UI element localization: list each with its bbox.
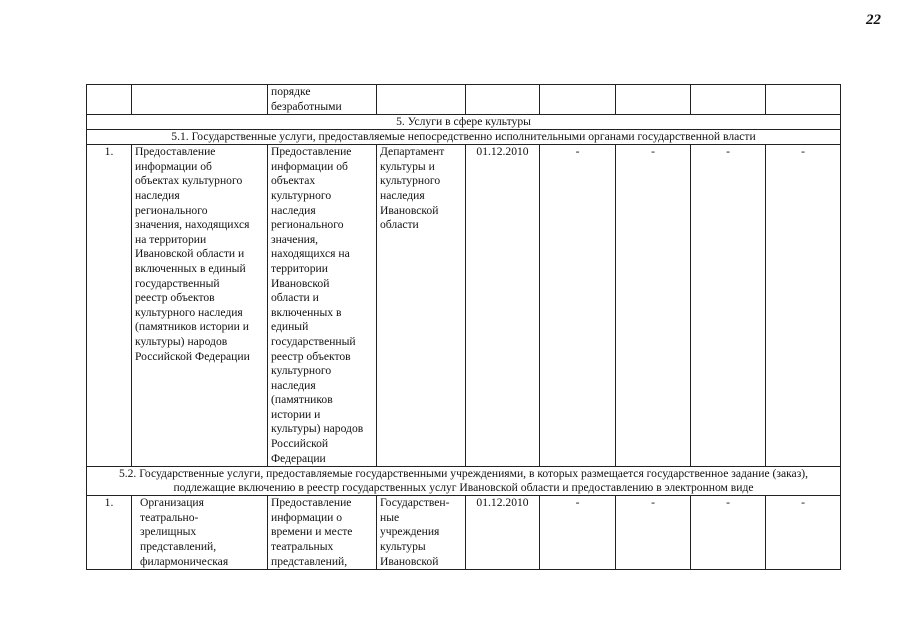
subsection-header-row — [87, 130, 841, 145]
cell-date — [466, 85, 540, 115]
cell-stage-3 — [691, 85, 766, 115]
table-row — [87, 496, 841, 570]
stage-1: - — [540, 145, 616, 467]
service-name: Предоставление информации об объектах культурного наследия регионального значения, находящихся на территории Ивановской области и включенных в единый государственный реестр объектов культурного наследия (памятников истории и культуры) народов Российской Федерации — [132, 145, 268, 467]
section-title: 5. Услуги в сфере культуры — [87, 115, 841, 130]
cell-num — [87, 85, 132, 115]
row-number: 1. — [87, 496, 132, 570]
service-date: 01.12.2010 — [466, 145, 540, 467]
stage-3: - — [691, 145, 766, 467]
cell-content: порядке безработными — [268, 85, 377, 115]
cell-stage-4 — [766, 85, 841, 115]
section-header-row — [87, 115, 841, 130]
service-organization: Государствен- ные учреждения культуры Ивановской — [377, 496, 466, 570]
stage-2: - — [616, 145, 691, 467]
row-number: 1. — [87, 145, 132, 467]
cell-stage-2 — [616, 85, 691, 115]
cell-stage-1 — [540, 85, 616, 115]
stage-2: - — [616, 496, 691, 570]
service-content: Предоставление информации о времени и месте театральных представлений, — [268, 496, 377, 570]
subsection-title: 5.1. Государственные услуги, предоставляемые непосредственно исполнительными органами государственной власти — [87, 130, 841, 145]
table-row — [87, 145, 841, 467]
stage-1: - — [540, 496, 616, 570]
subsection-header-row — [87, 467, 841, 496]
services-table — [86, 84, 841, 570]
stage-4: - — [766, 496, 841, 570]
service-name: Организация театрально- зрелищных представлений, филармоническая — [132, 496, 268, 570]
service-date: 01.12.2010 — [466, 496, 540, 570]
cell-org — [377, 85, 466, 115]
table-row-continued — [87, 85, 841, 115]
subsection-title: 5.2. Государственные услуги, предоставляемые государственными учреждениями, в которых размещается государственное задание (заказ), подлежащие включению в реестр государственных услуг Ивановской области и предоставлению в электронном виде — [87, 467, 841, 496]
page-number: 22 — [866, 12, 881, 28]
stage-3: - — [691, 496, 766, 570]
stage-4: - — [766, 145, 841, 467]
cell-name — [132, 85, 268, 115]
service-content: Предоставление информации об объектах культурного наследия регионального значения, находящихся на территории Ивановской области и включенных в единый государственный реестр объектов культурного наследия (памятников истории и культуры) народов Российской Федерации — [268, 145, 377, 467]
service-organization: Департамент культуры и культурного наследия Ивановской области — [377, 145, 466, 467]
